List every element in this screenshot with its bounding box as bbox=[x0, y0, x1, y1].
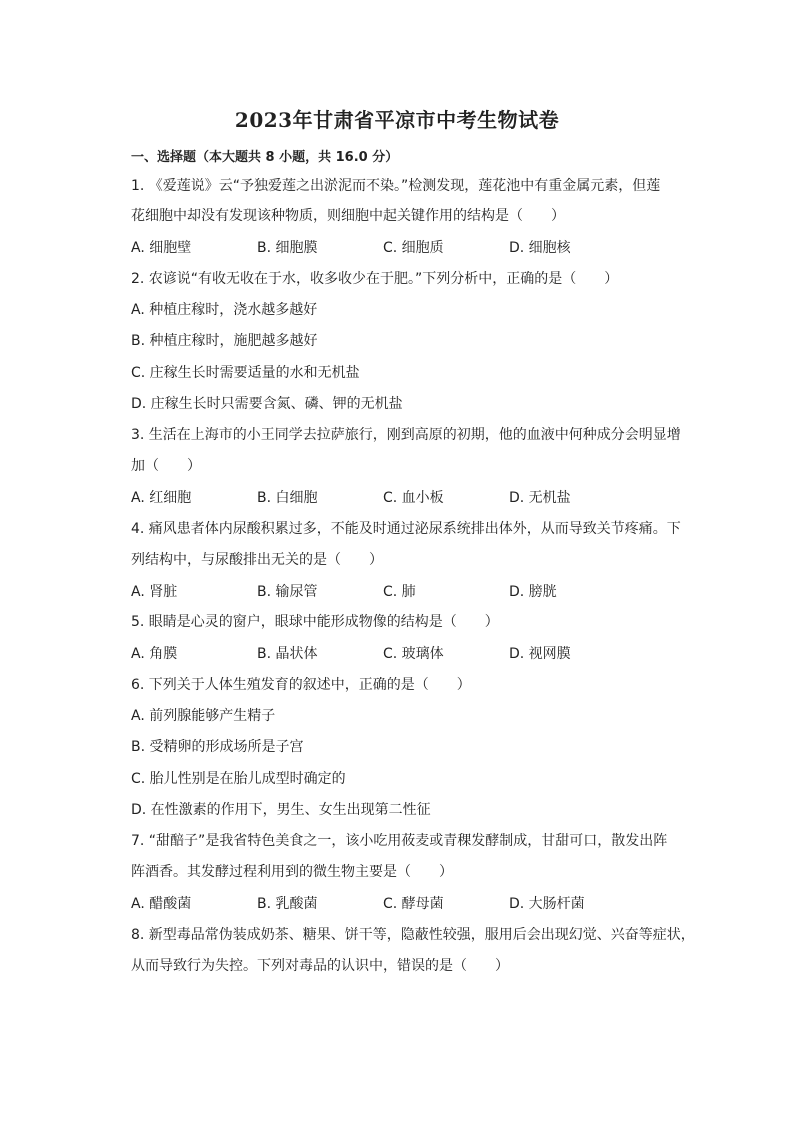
question-7-option-a: A. 醋酸菌 bbox=[131, 896, 192, 912]
question-4-option-c: C. 肺 bbox=[383, 584, 416, 600]
question-2-option-c: C. 庄稼生长时需要适量的水和无机盐 bbox=[131, 365, 360, 381]
section-heading: 一、选择题（本大题共 8 小题，共 16.0 分） bbox=[131, 150, 399, 165]
question-6-option-c: C. 胎儿性别是在胎儿成型时确定的 bbox=[131, 771, 346, 787]
question-4-option-d: D. 膀胱 bbox=[509, 584, 557, 600]
question-1-option-a: A. 细胞壁 bbox=[131, 240, 192, 256]
question-4-line-1: 4. 痛风患者体内尿酸积累过多，不能及时通过泌尿系统排出体外，从而导致关节疼痛。下 bbox=[131, 521, 681, 537]
question-5-option-d: D. 视网膜 bbox=[509, 646, 571, 662]
question-7-option-b: B. 乳酸菌 bbox=[257, 896, 318, 912]
question-1-option-b: B. 细胞膜 bbox=[257, 240, 318, 256]
question-4-option-b: B. 输尿管 bbox=[257, 584, 318, 600]
question-7-option-d: D. 大肠杆菌 bbox=[509, 896, 585, 912]
question-5-option-b: B. 晶状体 bbox=[257, 646, 318, 662]
question-4-option-a: A. 肾脏 bbox=[131, 584, 178, 600]
question-4-line-2: 列结构中，与尿酸排出无关的是（ ） bbox=[131, 552, 383, 568]
question-2-option-a: A. 种植庄稼时，浇水越多越好 bbox=[131, 302, 318, 318]
question-1-option-c: C. 细胞质 bbox=[383, 240, 444, 256]
question-2-option-b: B. 种植庄稼时，施肥越多越好 bbox=[131, 333, 318, 349]
question-1-option-d: D. 细胞核 bbox=[509, 240, 571, 256]
question-2-option-d: D. 庄稼生长时只需要含氮、磷、钾的无机盐 bbox=[131, 396, 403, 412]
question-6-option-d: D. 在性激素的作用下，男生、女生出现第二性征 bbox=[131, 802, 431, 818]
page-title: 2023年甘肃省平凉市中考生物试卷 bbox=[234, 108, 560, 132]
question-5-option-a: A. 角膜 bbox=[131, 646, 178, 662]
question-3-option-b: B. 白细胞 bbox=[257, 490, 318, 506]
question-6-option-b: B. 受精卵的形成场所是子宫 bbox=[131, 739, 304, 755]
question-1-line-2: 花细胞中却没有发现该种物质，则细胞中起关键作用的结构是（ ） bbox=[131, 208, 565, 224]
question-5-line-1: 5. 眼睛是心灵的窗户，眼球中能形成物像的结构是（ ） bbox=[131, 614, 499, 630]
question-1-line-1: 1. 《爱莲说》云“予独爱莲之出淤泥而不染。”检测发现，莲花池中有重金属元素，但莲 bbox=[131, 178, 661, 194]
question-3-line-2: 加（ ） bbox=[131, 458, 201, 474]
question-7-line-2: 阵酒香。其发酵过程利用到的微生物主要是（ ） bbox=[131, 864, 453, 880]
question-8-line-1: 8. 新型毒品常伪装成奶茶、糖果、饼干等，隐蔽性较强，服用后会出现幻觉、兴奋等症状， bbox=[131, 927, 695, 943]
question-8-line-2: 从而导致行为失控。下列对毒品的认识中，错误的是（ ） bbox=[131, 958, 509, 974]
question-7-line-1: 7. “甜醅子”是我省特色美食之一，该小吃用莜麦或青稞发酵制成，甘甜可口，散发出阵 bbox=[131, 833, 668, 849]
question-2-line-1: 2. 农谚说“有收无收在于水，收多收少在于肥。”下列分析中，正确的是（ ） bbox=[131, 271, 619, 287]
question-5-option-c: C. 玻璃体 bbox=[383, 646, 444, 662]
question-3-line-1: 3. 生活在上海市的小王同学去拉萨旅行，刚到高原的初期，他的血液中何种成分会明显增 bbox=[131, 427, 681, 443]
question-3-option-a: A. 红细胞 bbox=[131, 490, 192, 506]
question-3-option-c: C. 血小板 bbox=[383, 490, 444, 506]
question-7-option-c: C. 酵母菌 bbox=[383, 896, 444, 912]
question-6-line-1: 6. 下列关于人体生殖发育的叙述中，正确的是（ ） bbox=[131, 677, 471, 693]
question-3-option-d: D. 无机盐 bbox=[509, 490, 571, 506]
question-6-option-a: A. 前列腺能够产生精子 bbox=[131, 708, 276, 724]
